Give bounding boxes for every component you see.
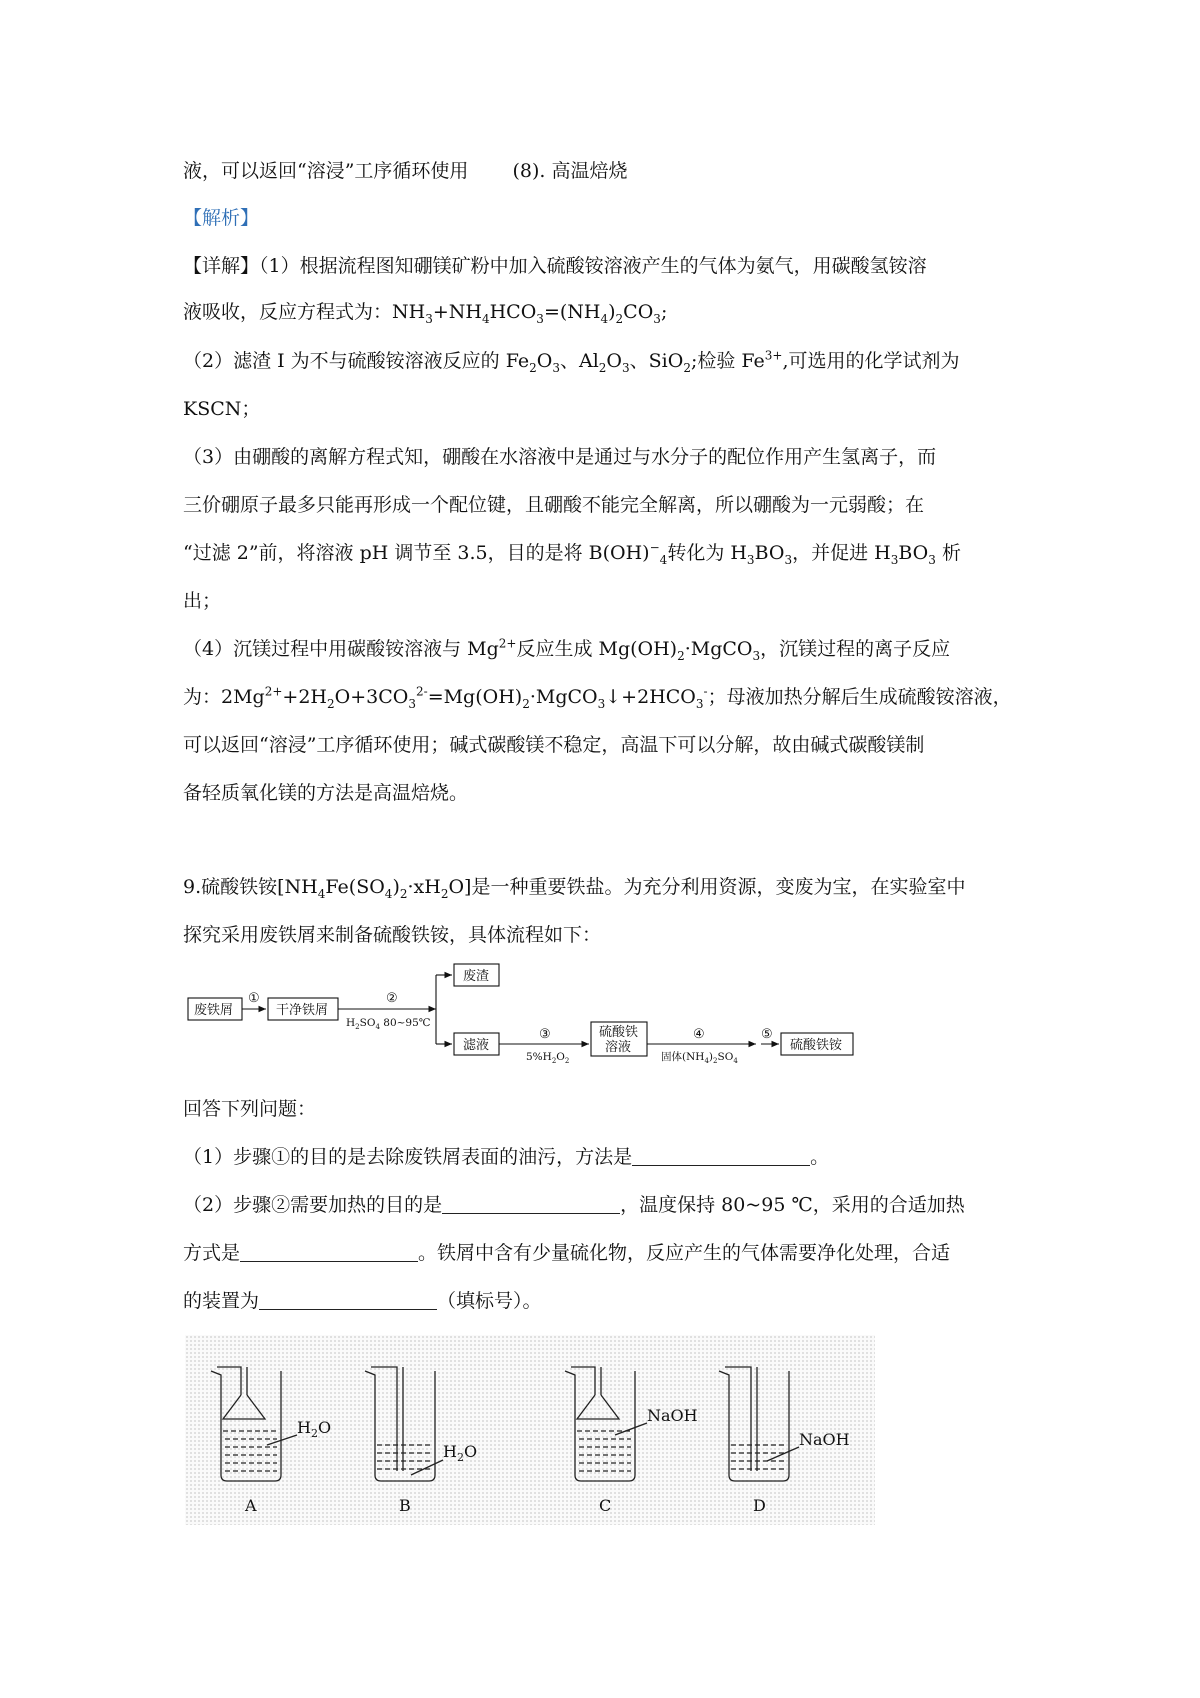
question9-line-1: 9.硫酸铁铵$[NH_4Fe(SO_4)_2\cdot xH_2O]$是一种重要铁盐。为充分利用资源，变废为宝，在实验室中 [183,876,966,901]
step-5: ⑤ [761,1027,773,1042]
answer-blank-1[interactable] [632,1147,810,1166]
condition-step2: $H_2SO_4$ 80~95℃ [346,1017,431,1031]
answer-blank-4[interactable] [259,1291,437,1310]
point4-line-2: 为：$2Mg^{2+}+2H_2O+3CO_3^{2-}=Mg(OH)_2\cdot MgCO_3↓+2HCO_3^-$；母液加热分解后生成硫酸铵溶液， [183,684,1012,711]
text-line-1: 液，可以返回“溶浸”工序循环使用 (8). 高温焙烧 [183,160,628,182]
label-d: D [753,1496,766,1515]
question-step2-line-2: 方式是 。铁屑中含有少量硫化物，反应产生的气体需要净化处理，合适 [183,1242,951,1264]
answer-blank-2[interactable] [442,1195,620,1214]
step-2: ② [386,991,398,1006]
point3-line-2: 三价硼原子最多只能再形成一个配位键，且硼酸不能完全解离，所以硼酸为一元弱酸；在 [183,494,925,516]
label-waste-iron: 废铁屑 [194,1003,234,1018]
label-filtrate: 滤液 [463,1038,490,1053]
analysis-heading: 【解析】 [183,207,260,229]
step-3: ③ [539,1027,551,1042]
apparatus-d [719,1367,799,1481]
apparatus-b [365,1367,443,1481]
point3-line-1: （3）由硼酸的离解方程式知，硼酸在水溶液中是通过与水分子的配位作用产生氢离子，而 [183,446,937,468]
reagent-c: NaOH [647,1406,698,1425]
condition-step4: 固体$(NH_4)_2SO_4$ [661,1051,738,1065]
point2-line-2: KSCN； [183,398,261,420]
question-step2-line-1: （2）步骤②需要加热的目的是 ，温度保持 80~95 ℃，采用的合适加热 [183,1194,965,1216]
label-b: B [399,1496,411,1515]
detail-line-2: 液吸收，反应方程式为：$NH_3+NH_4HCO_3=(NH_4)_2CO_3$; [183,301,668,326]
point4-line-1: （4）沉镁过程中用碳酸铵溶液与 $Mg^{2+}$反应生成 $Mg(OH)_2\cdot MgCO_3$，沉镁过程的离子反应 [183,636,951,663]
question-step2-line-3: 的装置为 （填标号）。 [183,1290,542,1312]
question-step1: （1）步骤①的目的是去除废铁屑表面的油污，方法是 。 [183,1146,830,1168]
point2-line-1: （2）滤渣 I 为不与硫酸铵溶液反应的 $Fe_2O_3$、$Al_2O_3$、SiO$_2$;检验 $Fe^{3+}$,可选用的化学试剂为 [183,348,960,375]
step-4: ④ [693,1027,705,1042]
label-a: A [245,1496,257,1515]
answer-prompt: 回答下列问题： [183,1098,317,1120]
label-clean-iron: 干净铁屑 [276,1003,329,1018]
reagent-b: $H_2O$ [443,1442,478,1464]
apparatus-c [565,1367,647,1481]
point3-line-4: 出； [183,590,222,612]
condition-step3: $5\%H_2O_2$ [526,1051,570,1065]
apparatus-a [211,1367,297,1481]
step-1: ① [248,991,260,1006]
point3-line-3: “过滤 2”前，将溶液 pH 调节至 3.5，目的是将 $B(OH)^-_4$转化为 $H_3BO_3$，并促进 $H_3BO_3$ 析 [183,540,961,567]
label-c: C [599,1496,612,1515]
process-flowchart [186,960,886,1065]
point4-line-4: 备轻质氧化镁的方法是高温焙烧。 [183,782,469,804]
reagent-d: NaOH [799,1430,850,1449]
reagent-a: $H_2O$ [297,1418,332,1440]
label-ferric-sulfate-2: 溶液 [605,1040,632,1055]
label-product: 硫酸铁铵 [790,1038,843,1053]
label-residue: 废渣 [463,969,490,984]
detail-line-1: 【详解】（1）根据流程图知硼镁矿粉中加入硫酸铵溶液产生的气体为氨气，用碳酸氢铵溶 [183,255,927,277]
point4-line-3: 可以返回“溶浸”工序循环使用；碱式碳酸镁不稳定，高温下可以分解，故由碱式碳酸镁制 [183,734,925,756]
answer-blank-3[interactable] [240,1243,418,1262]
apparatus-figure [185,1335,875,1525]
question9-line-2: 探究采用废铁屑来制备硫酸铁铵，具体流程如下： [183,924,602,946]
label-ferric-sulfate-1: 硫酸铁 [599,1025,639,1040]
